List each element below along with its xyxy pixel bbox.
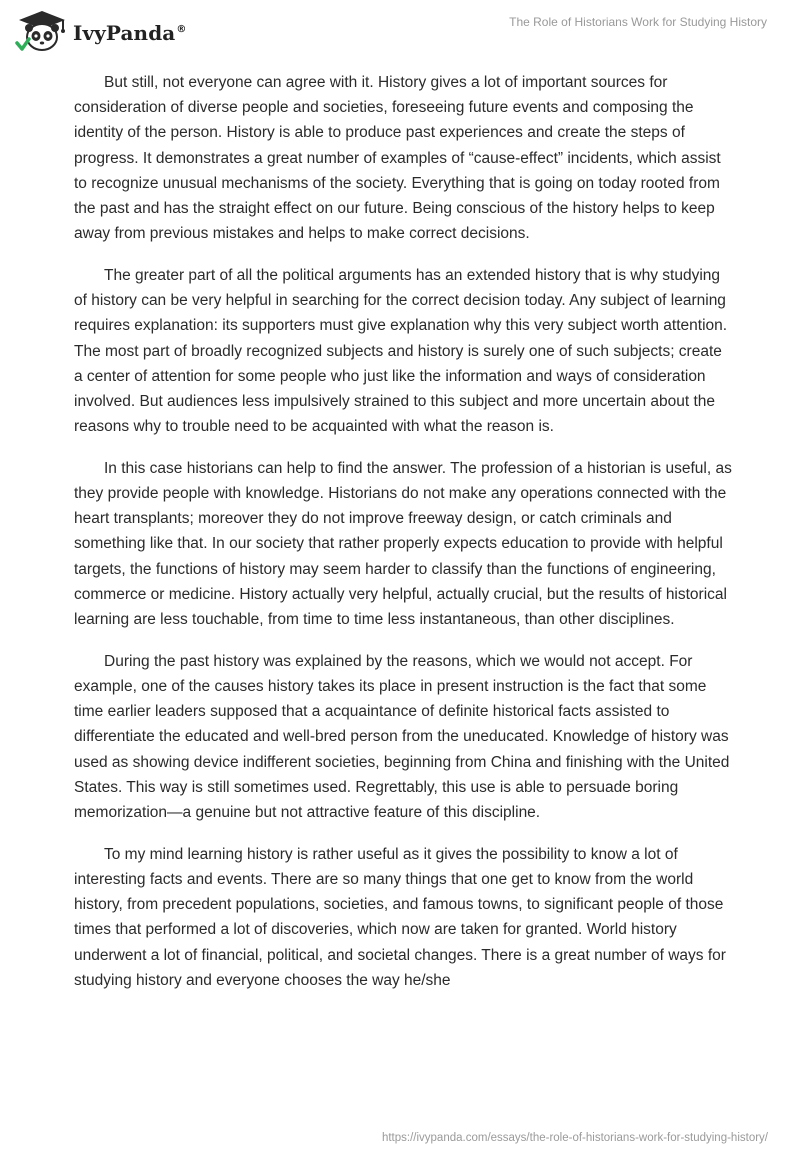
essay-body	[74, 70, 734, 1009]
source-url-link[interactable]: https://ivypanda.com/essays/the-role-of-historians-work-for-studying-history/	[381, 1132, 768, 1144]
document-title: The Role of Historians Work for Studying History	[509, 15, 767, 29]
paragraph: In this case historians can help to find the answer. The profession of a historian is useful, as they provide people with knowledge. Historians do not make any operations connected with the heart transplants; moreover they do not improve freeway design, or catch criminals and something like that. In our society that rather properly expects education to provide with helpful targets, the functions of history may seem harder to classify than the functions of engineering, commerce or medicine. History actually very helpful, actually crucial, but the results of historical learning are less touchable, from time to time less instantaneous, than other disciplines.	[74, 459, 732, 629]
page-header	[0, 0, 800, 64]
paragraph: The greater part of all the political arguments has an extended history that is why studying of history can be very helpful in searching for the correct decision today. Any subject of learning requires explanation: its supporters must give explanation why this very subject worth attention. The most part of broadly recognized subjects and history is surely one of such subjects; create a center of attention for some people who just like the information and ways of consideration involved. But audiences less impulsively strained to this subject and more uncertain about the reasons why to trouble need to be acquainted with what the reason is.	[74, 266, 728, 436]
brand-name	[73, 21, 186, 45]
panda-graduate-icon	[15, 9, 69, 53]
paragraph: During the past history was explained by the reasons, which we would not accept. For example, one of the causes history takes its place in present instruction is the fact that some time earlier leaders supposed that a acquaintance of definite historical facts assisted to differentiate the educated and well-bred person from the uneducated. Knowledge of history was used as showing device indifferent societies, beginning from China and finishing with the United States. This way is still sometimes used. Regrettably, this use is able to persuade boring memorization—a genuine but not attractive feature of this discipline.	[74, 652, 730, 821]
brand-text: IvyPanda	[73, 21, 176, 45]
registered-mark: ®	[176, 24, 187, 36]
paragraph: To my mind learning history is rather useful as it gives the possibility to know a lot of interesting facts and events. There are so many things that one get to know from the world history, from precedent populations, societies, and famous towns, to significant people of those times that performed a lot of discoveries, which now are taken for granted. World history underwent a lot of financial, political, and societal changes. There is a great number of ways for studying history and everyone chooses the way he/she	[74, 845, 726, 989]
ivypanda-logo[interactable]	[15, 9, 186, 53]
paragraph: But still, not everyone can agree with it. History gives a lot of important sources for consideration of diverse people and societies, foreseeing future events and composing the identity of the person. History is able to produce past experiences and create the steps of progress. It demonstrates a great number of examples of “cause-effect” incidents, which assist to recognize unusual mechanisms of the society. Everything that is going on today rooted from the past and has the straight effect on our future. Being conscious of the history helps to keep away from previous mistakes and helps to make correct decisions.	[74, 74, 721, 243]
